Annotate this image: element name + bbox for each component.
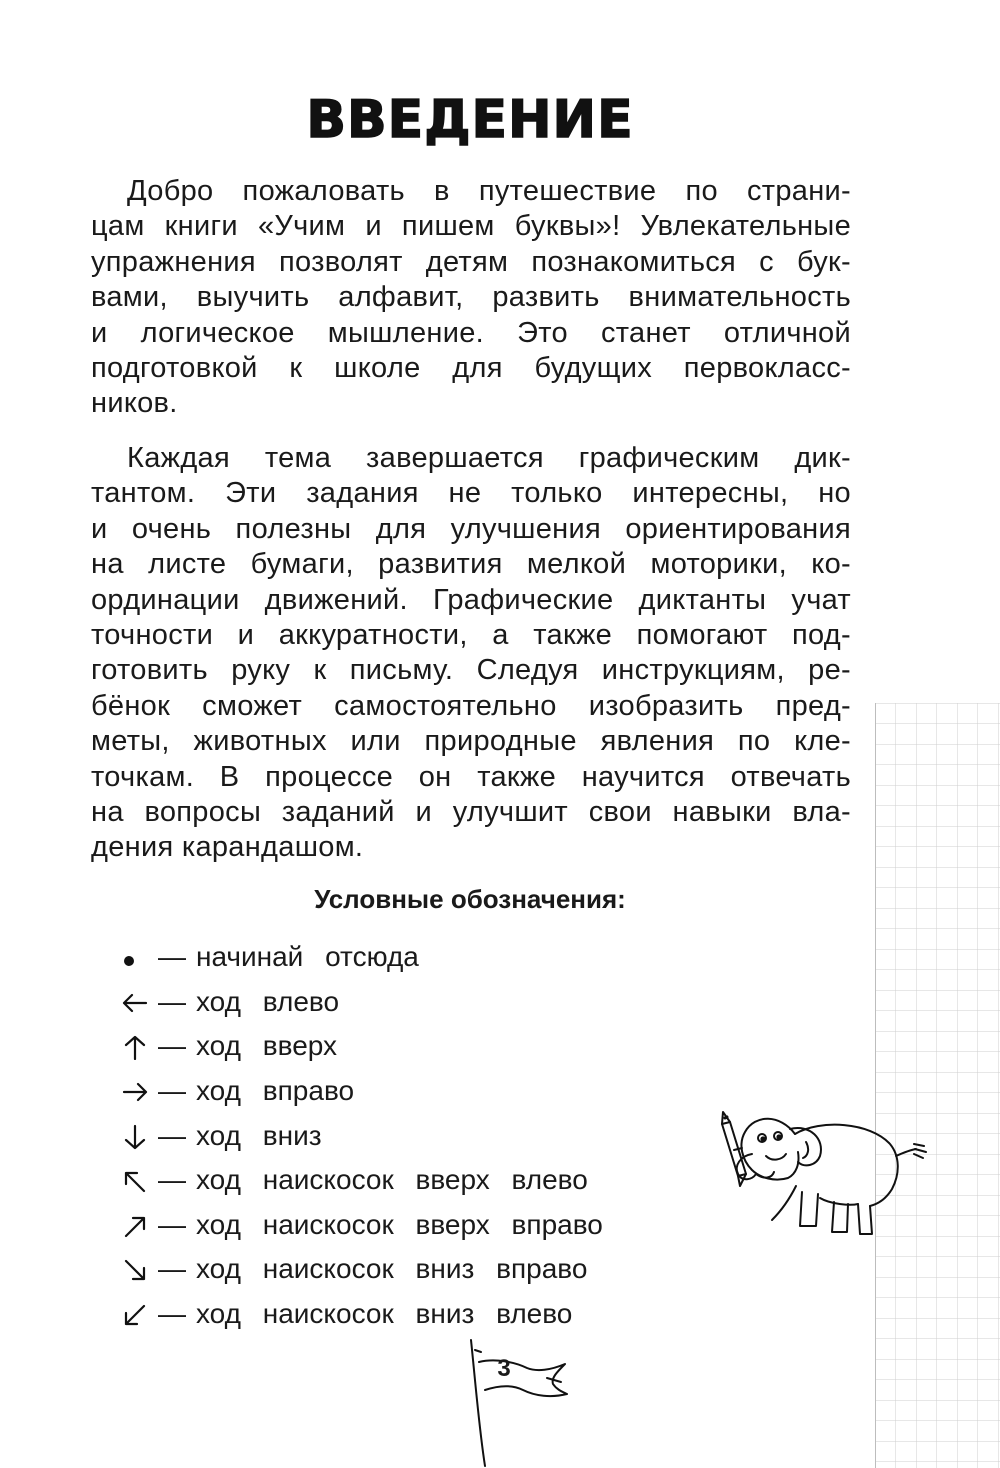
legend-item [118,1024,603,1069]
legend-dash: — [158,1253,186,1285]
page-number: 3 [497,1355,511,1382]
legend-item [118,1113,603,1158]
text-line: упражнения позволят детям познакомиться с бук- [91,245,851,278]
legend-dash: — [158,941,186,973]
text-line: на листе бумаги, развития мелкой моторики, ко- [91,548,851,581]
arrow-down-icon [118,1121,158,1151]
arrow-up-left-icon [118,1165,158,1195]
legend-text: ход вниз [196,1119,322,1151]
arrow-up-icon [118,1031,158,1061]
dot-icon [118,942,158,972]
legend-text: ход влево [196,985,340,1017]
elephant-with-pencil-illustration [700,1094,930,1244]
text-line: меты, животных или природные явления по кле- [91,725,851,758]
legend-dash: — [158,1208,186,1240]
arrow-down-left-icon [118,1299,158,1329]
text-line: готовить руку к письму. Следуя инструкциям, ре- [91,654,851,687]
legend-text: ход наискосок вниз влево [196,1298,573,1330]
text-line: вами, выучить алфавит, развить внимательность [91,281,851,314]
text-line: точкам. В процессе он также научится отвечать [91,760,851,793]
legend-dash: — [158,1030,186,1062]
legend-dash: — [158,1119,186,1151]
text-line: точности и аккуратности, а также помогают под- [91,619,851,652]
page-number-flag [465,1338,575,1468]
text-line: Каждая тема завершается графическим дик- [127,442,851,474]
legend-item [118,935,603,980]
page-title: ВВЕДЕНИЕ [306,90,634,150]
legend-dash: — [158,1075,186,1107]
intro-paragraph-2 [91,441,851,866]
arrow-left-icon [118,987,158,1017]
arrow-down-right-icon [118,1254,158,1284]
text-line: ников. [91,387,178,420]
text-line: на вопросы заданий и улучшит свои навыки вла- [91,796,851,829]
text-line: цам книги «Учим и пишем буквы»! Увлекательные [91,210,851,243]
legend-title: Условные обозначения: [314,884,626,914]
legend-dash: — [158,1298,186,1330]
legend-dash: — [158,1164,186,1196]
legend-item [118,1203,603,1248]
legend-item [118,1247,603,1292]
text-line: тантом. Эти задания не только интересны, но [91,477,851,510]
arrow-up-right-icon [118,1210,158,1240]
text-line: и логическое мышление. Это станет отличной [91,316,851,349]
legend-text: ход наискосок вниз вправо [196,1253,588,1285]
legend-text: ход наискосок вверх вправо [196,1208,603,1240]
text-line: и очень полезны для улучшения ориентирования [91,512,851,545]
legend-text: начинай отсюда [196,941,419,973]
legend-list [118,935,603,1336]
text-line: подготовкой к школе для будущих первокласс- [91,352,851,385]
legend-item [118,980,603,1025]
text-line: Добро пожаловать в путешествие по страни- [127,175,851,207]
arrow-right-icon [118,1076,158,1106]
legend-item [118,1292,603,1337]
graph-paper-grid [875,703,1000,1468]
legend-dash: — [158,985,186,1017]
legend-item [118,1069,603,1114]
legend-text: ход вверх [196,1030,338,1062]
legend-text: ход вправо [196,1075,355,1107]
text-line: дения карандашом. [91,831,364,864]
text-line: бёнок сможет самостоятельно изобразить пред- [91,689,851,722]
legend-text: ход наискосок вверх влево [196,1164,588,1196]
legend-item [118,1158,603,1203]
text-line: ординации движений. Графические диктанты учат [91,583,851,616]
intro-paragraph-1 [91,174,851,422]
